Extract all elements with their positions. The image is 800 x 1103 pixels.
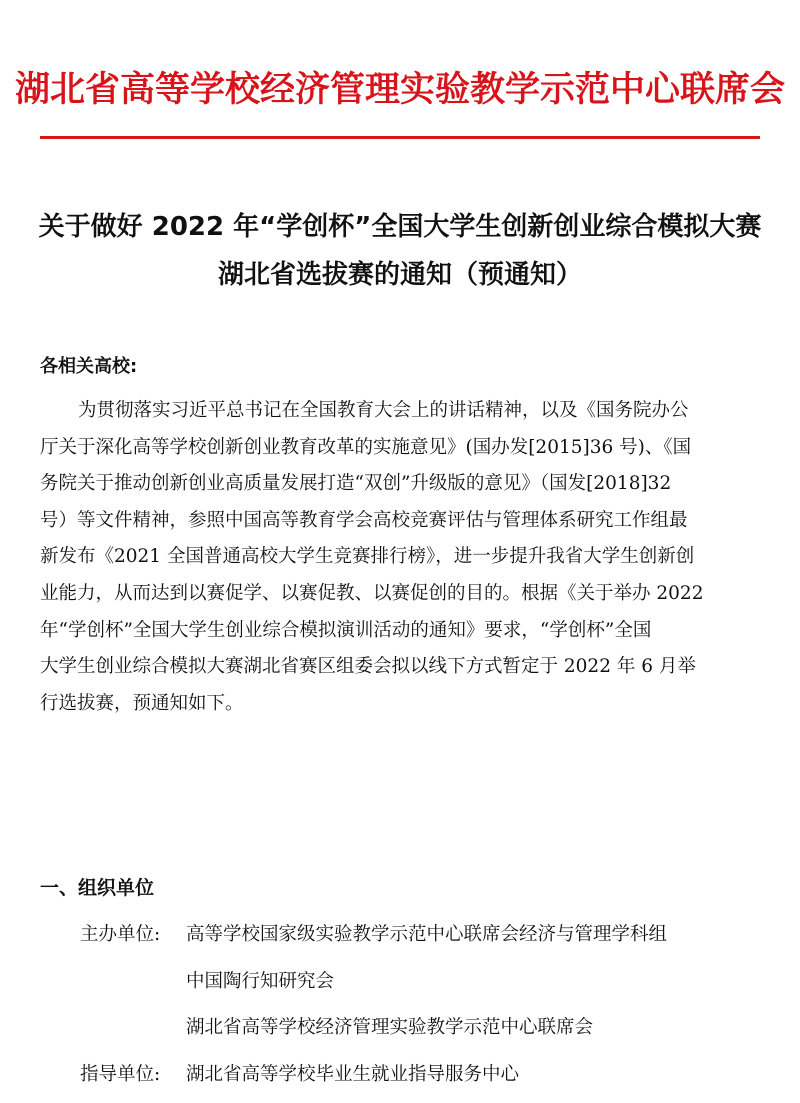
organizer-list: [80, 912, 667, 1098]
body-paragraph: [40, 393, 770, 722]
body-line: 行选拔赛，预通知如下。: [40, 692, 244, 714]
letterhead-divider: [40, 136, 760, 139]
host-row: [80, 912, 667, 959]
body-line: 为贯彻落实习近平总书记在全国教育大会上的讲话精神，以及《国务院办公: [78, 400, 689, 421]
guide-row: [80, 1052, 667, 1099]
notice-title: [0, 203, 800, 299]
body-line: 大学生创业综合模拟大赛湖北省赛区组委会拟以线下方式暂定于 2022 年 6 月举: [40, 656, 696, 678]
host-row: [80, 1005, 667, 1052]
salutation: 各相关高校:: [40, 356, 138, 377]
host-unit: 中国陶行知研究会: [186, 970, 335, 992]
guide-unit: 湖北省高等学校毕业生就业指导服务中心: [186, 1063, 520, 1085]
guide-label: 指导单位:: [80, 1063, 161, 1085]
body-line: 厅关于深化高等学校创新创业教育改革的实施意见》(国办发[2015]36 号)、《国: [40, 436, 692, 458]
body-line: 号）等文件精神，参照中国高等教育学会高校竞赛评估与管理体系研究工作组最: [40, 509, 688, 531]
section-heading-organizers: 一、组织单位: [40, 877, 155, 899]
body-line: 年“学创杯”全国大学生创业综合模拟演训活动的通知》要求，“学创杯”全国: [40, 619, 652, 641]
host-unit: 高等学校国家级实验教学示范中心联席会经济与管理学科组: [186, 924, 668, 945]
host-row: [80, 959, 667, 1006]
host-label: 主办单位:: [80, 924, 161, 945]
notice-title-line-2: 湖北省选拔赛的通知（预通知）: [217, 260, 582, 290]
host-unit: 湖北省高等学校经济管理实验教学示范中心联席会: [186, 1017, 594, 1038]
body-line: 业能力，从而达到以赛促学、以赛促教、以赛促创的目的。根据《关于举办 2022: [40, 582, 704, 604]
letterhead-org-name: 湖北省高等学校经济管理实验教学示范中心联席会: [14, 70, 785, 110]
body-line: 新发布《2021 全国普通高校大学生竞赛排行榜》，进一步提升我省大学生创新创: [40, 546, 695, 568]
body-line: 务院关于推动创新创业高质量发展打造“双创”升级版的意见》（国发[2018]32: [40, 473, 672, 495]
notice-title-line-1: 关于做好 2022 年“学创杯”全国大学生创新创业综合模拟大赛: [38, 212, 762, 242]
